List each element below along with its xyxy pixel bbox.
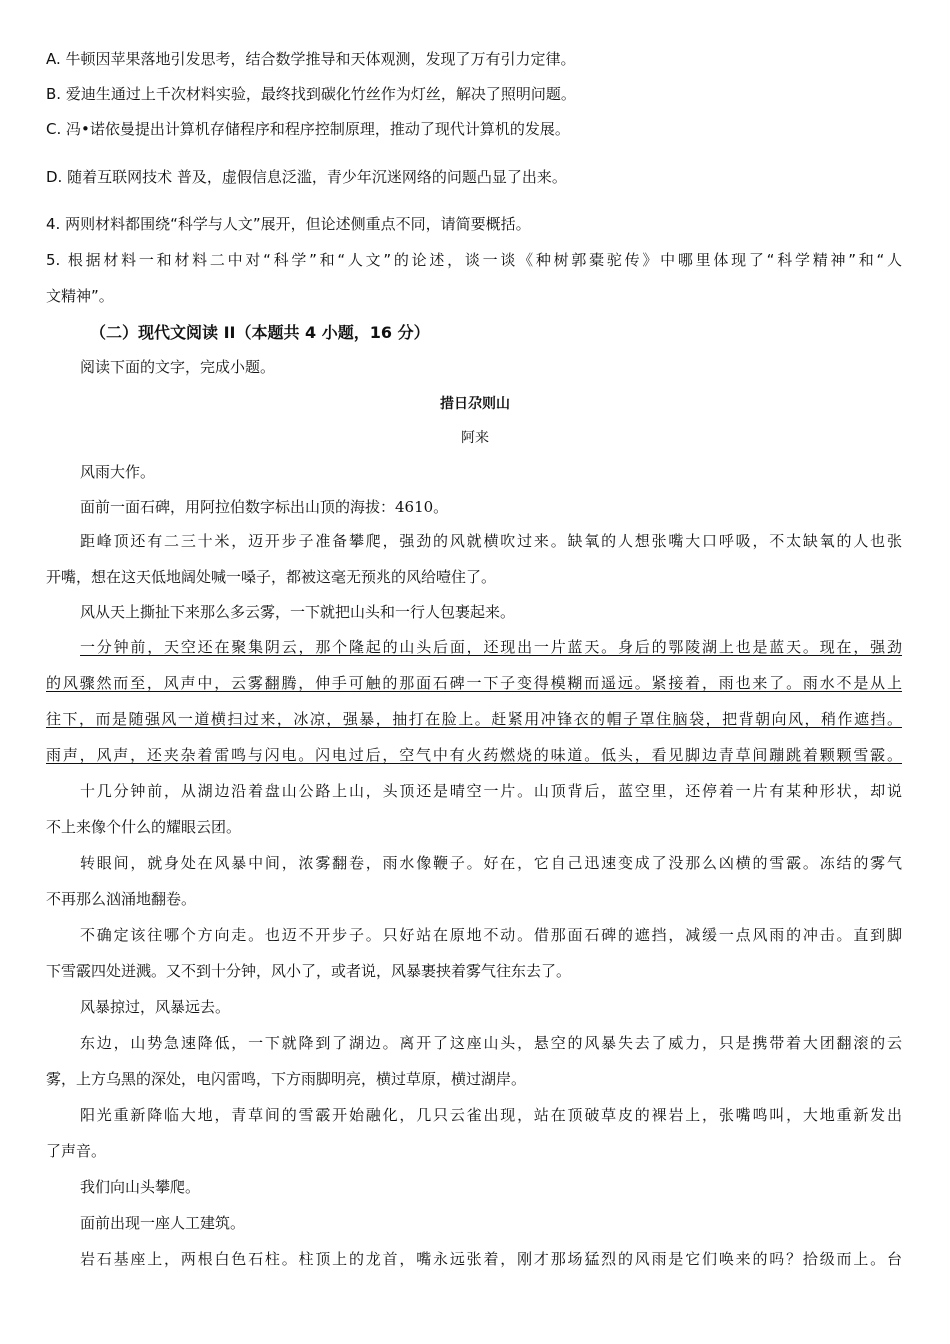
question-4: 4. 两则材料都围绕“科学与人文”展开，但论述侧重点不同，请简要概括。 [46, 215, 531, 233]
article-line: 雾，上方乌黑的深处，电闪雷鸣，下方雨脚明亮，横过草原，横过湖岸。 [46, 1070, 527, 1088]
article-line: 开嘴，想在这天低地阔处喊一嗓子，都被这毫无预兆的风给噎住了。 [46, 568, 497, 586]
article-author: 阿来 [461, 430, 489, 446]
option-d: D. 随着互联网技术 普及，虚假信息泛滥，青少年沉迷网络的问题凸显了出来。 [46, 168, 567, 186]
option-b: B. 爱迪生通过上千次材料实验，最终找到碳化竹丝作为灯丝，解决了照明问题。 [46, 85, 576, 103]
section-instruction: 阅读下面的文字，完成小题。 [80, 358, 276, 376]
underlined-line: 一分钟前，天空还在聚集阴云，那个隆起的山头后面，还现出一片蓝天。身后的鄂陵湖上也是蓝天。现在，强劲 [80, 638, 902, 656]
article-line: 不确定该往哪个方向走。也迈不开步子。只好站在原地不动。借那面石碑的遮挡，减缓一点风雨的冲击。直到脚 [80, 926, 902, 944]
article-line: 距峰顶还有二三十米，迈开步子准备攀爬，强劲的风就横吹过来。缺氧的人想张嘴大口呼吸，不太缺氧的人也张 [80, 532, 902, 550]
article-line: 风雨大作。 [80, 463, 156, 481]
article-line: 岩石基座上，两根白色石柱。柱顶上的龙首，嘴永远张着，刚才那场猛烈的风雨是它们唤来的吗？拾级而上。台 [80, 1250, 902, 1268]
underlined-line: 的风骤然而至，风声中，云雾翻腾，伸手可触的那面石碑一下子变得模糊而遥远。紧接着，雨也来了。雨水不是从上 [46, 674, 902, 692]
question-5-line-1: 5. 根据材料一和材料二中对“科学”和“人文”的论述，谈一谈《种树郭橐驼传》中哪里体现了“科学精神”和“人 [46, 251, 902, 269]
section-title: （二）现代文阅读 II（本题共 4 小题，16 分） [90, 323, 430, 342]
article-line: 东边，山势急速降低，一下就降到了湖边。离开了这座山头，悬空的风暴失去了威力，只是携带着大团翻滚的云 [80, 1034, 902, 1052]
article-line: 阳光重新降临大地，青草间的雪霰开始融化，几只云雀出现，站在顶破草皮的裸岩上，张嘴鸣叫，大地重新发出 [80, 1106, 902, 1124]
article-line: 十几分钟前，从湖边沿着盘山公路上山，头顶还是晴空一片。山顶背后，蓝空里，还停着一片有某种形状，却说 [80, 782, 902, 800]
article-line: 转眼间，就身处在风暴中间，浓雾翻卷，雨水像鞭子。好在，它自己迅速变成了没那么凶横的雪霰。冻结的雾气 [80, 854, 902, 872]
question-5-line-2: 文精神”。 [46, 287, 114, 305]
article-line: 下雪霰四处迸溅。又不到十分钟，风小了，或者说，风暴裹挟着雾气往东去了。 [46, 962, 572, 980]
article-line: 不再那么汹涌地翻卷。 [46, 890, 197, 908]
article-line: 面前一面石碑，用阿拉伯数字标出山顶的海拔：4610。 [80, 498, 449, 516]
article-line: 面前出现一座人工建筑。 [80, 1214, 246, 1232]
article-line: 了声音。 [46, 1142, 107, 1160]
article-line: 风暴掠过，风暴远去。 [80, 998, 231, 1016]
article-line: 不上来像个什么的耀眼云团。 [46, 818, 242, 836]
underlined-line: 往下，而是随强风一道横扫过来，冰凉，强暴，抽打在脸上。赶紧用冲锋衣的帽子罩住脑袋，把背朝向风，稍作遮挡。 [46, 710, 902, 728]
option-c: C. 冯•诺依曼提出计算机存储程序和程序控制原理，推动了现代计算机的发展。 [46, 120, 570, 138]
article-line: 我们向山头攀爬。 [80, 1178, 201, 1196]
article-line: 风从天上撕扯下来那么多云雾，一下就把山头和一行人包裹起来。 [80, 603, 516, 621]
option-a: A. 牛顿因苹果落地引发思考，结合数学推导和天体观测，发现了万有引力定律。 [46, 50, 576, 68]
article-title: 措日尕则山 [440, 396, 510, 412]
underlined-line: 雨声，风声，还夹杂着雷鸣与闪电。闪电过后，空气中有火药燃烧的味道。低头，看见脚边青草间蹦跳着颗颗雪霰。 [46, 746, 902, 764]
